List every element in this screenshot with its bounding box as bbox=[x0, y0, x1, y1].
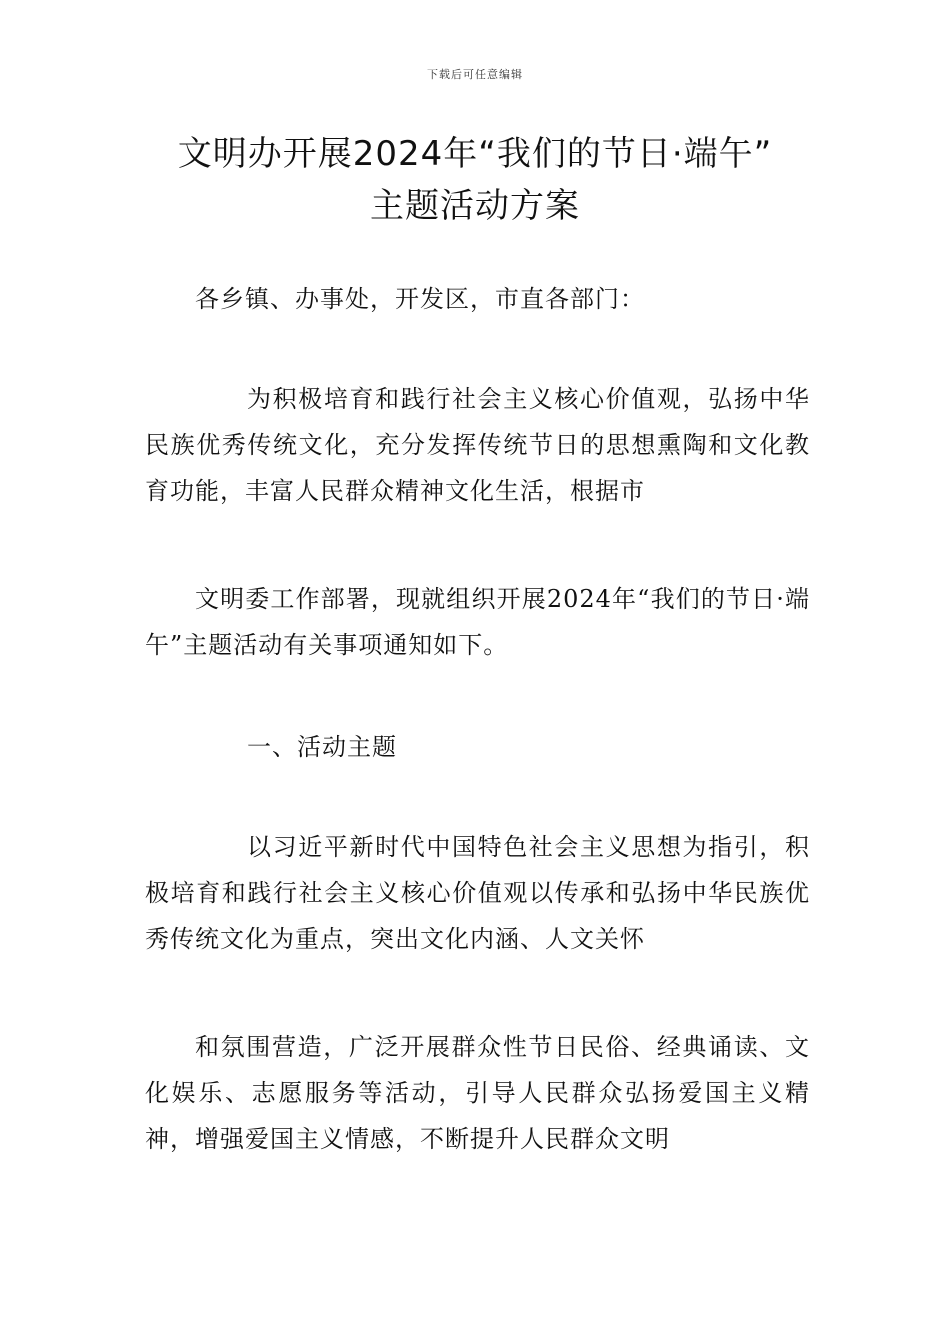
paragraph-notice: 文明委工作部署，现就组织开展2024年“我们的节日·端午”主题活动有关事项通知如下。 bbox=[145, 585, 810, 659]
title-line-1: 文明办开展2024年“我们的节日·端午” bbox=[177, 134, 773, 174]
section-heading-theme: 一、活动主题 bbox=[247, 733, 397, 761]
paragraph-theme-1: 以习近平新时代中国特色社会主义思想为指引，积极培育和践行社会主义核心价值观以传承和弘扬中华民族优秀传统文化为重点，突出文化内涵、人文关怀 bbox=[145, 833, 810, 953]
document-title bbox=[0, 128, 950, 232]
salutation: 各乡镇、办事处，开发区，市直各部门： bbox=[195, 285, 645, 313]
paragraph-theme-2: 和氛围营造，广泛开展群众性节日民俗、经典诵读、文化娱乐、志愿服务等活动，引导人民群众弘扬爱国主义精神，增强爱国主义情感，不断提升人民群众文明 bbox=[145, 1033, 810, 1153]
header-note: 下载后可任意编辑 bbox=[427, 68, 523, 81]
title-line-2: 主题活动方案 bbox=[370, 186, 580, 226]
paragraph-intro: 为积极培育和践行社会主义核心价值观，弘扬中华民族优秀传统文化，充分发挥传统节日的思想熏陶和文化教育功能，丰富人民群众精神文化生活，根据市 bbox=[145, 385, 810, 505]
